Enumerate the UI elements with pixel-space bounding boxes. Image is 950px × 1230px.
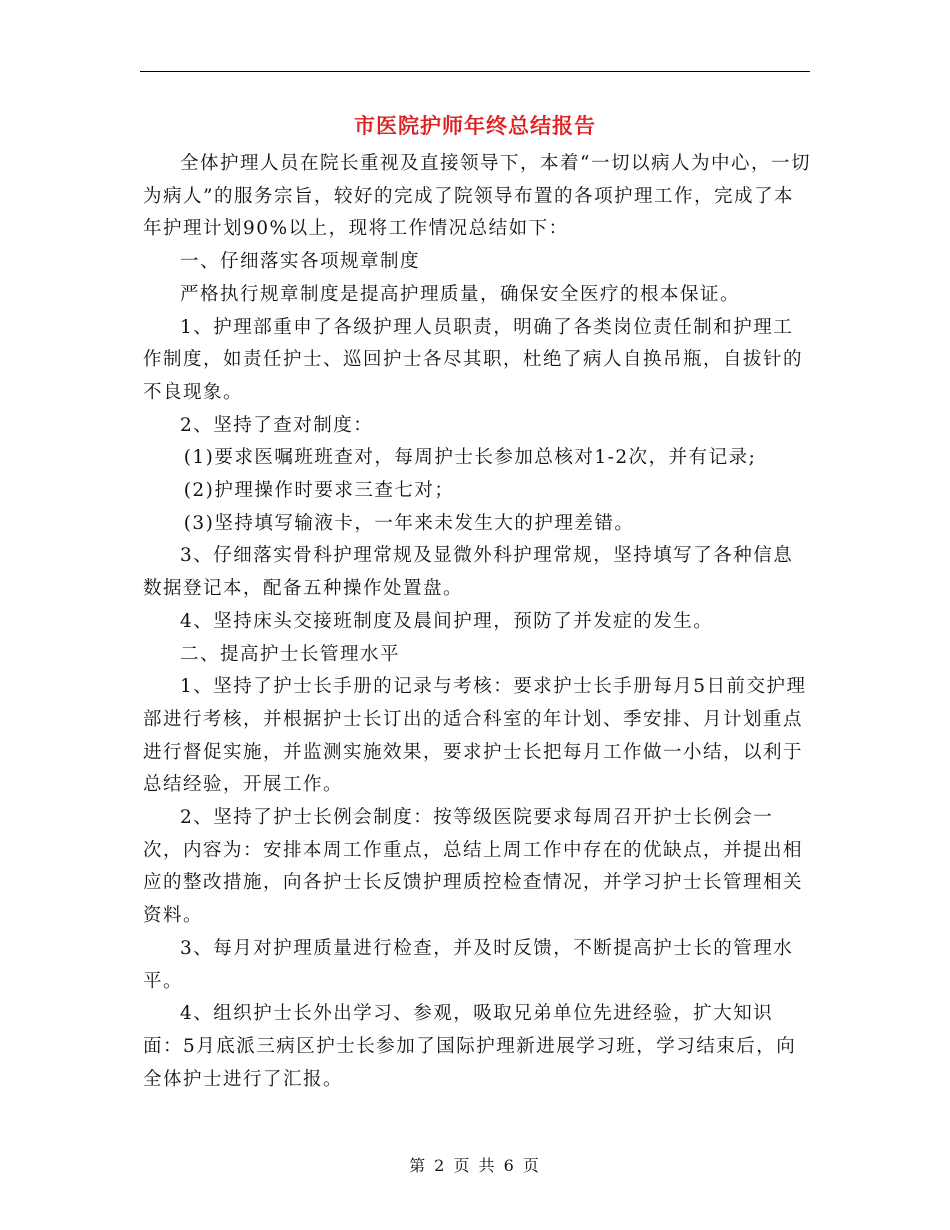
- sub-list-item: (1)要求医嘱班班查对，每周护士长参加总核对1-2次，并有记录;: [183, 447, 757, 469]
- document-title: 市医院护师年终总结报告: [354, 113, 596, 138]
- list-item: 4、坚持床头交接班制度及晨间护理，预防了并发症的发生。: [180, 610, 714, 632]
- header-rule: [140, 71, 810, 72]
- list-item: 2、坚持了护士长例会制度：按等级医院要求每周召开护士长例会一次，内容为：安排本周工作重点，总结上周工作中存在的优缺点，并提出相应的整改措施，向各护士长反馈护理质控检查情况，并学习护士长管理相关资料。: [143, 807, 804, 927]
- list-item: 1、护理部重申了各级护理人员职责，明确了各类岗位责任制和护理工作制度，如责任护士、巡回护士各尽其职，杜绝了病人自换吊瓶，自拔针的不良现象。: [143, 316, 804, 403]
- sub-list-item: (3)坚持填写输液卡，一年来未发生大的护理差错。: [183, 512, 635, 534]
- sub-list-item: (2)护理操作时要求三查七对；: [183, 480, 455, 502]
- list-item: 3、每月对护理质量进行检查，并及时反馈，不断提高护士长的管理水平。: [143, 937, 794, 992]
- page-indicator: 第 2 页 共 6 页: [409, 1156, 541, 1175]
- list-item: 1、坚持了护士长手册的记录与考核：要求护士长手册每月5日前交护理部进行考核，并根据护士长订出的适合科室的年计划、季安排、月计划重点进行督促实施，并监测实施效果，要求护士长把每月工作做一小结，以利于总结经验，开展工作。: [143, 676, 807, 796]
- section-heading-1: 一、仔细落实各项规章制度: [180, 251, 421, 273]
- list-item: 3、仔细落实骨科护理常规及显微外科护理常规，坚持填写了各种信息数据登记本，配备五种操作处置盘。: [143, 545, 794, 600]
- paragraph-intro: 全体护理人员在院长重视及直接领导下，本着“一切以病人为中心，一切为病人”的服务宗旨，较好的完成了院领导布置的各项护理工作，完成了本年护理计划90%以上，现将工作情况总结如下：: [143, 153, 811, 240]
- paragraph: 严格执行规章制度是提高护理质量，确保安全医疗的根本保证。: [180, 283, 741, 305]
- list-item: 2、坚持了查对制度：: [180, 414, 374, 436]
- list-item: 4、组织护士长外出学习、参观，吸取兄弟单位先进经验，扩大知识面：5月底派三病区护士长参加了国际护理新进展学习班，学习结束后，向全体护士进行了汇报。: [143, 1003, 797, 1090]
- section-heading-2: 二、提高护士长管理水平: [180, 643, 401, 665]
- document-body: [143, 148, 813, 1096]
